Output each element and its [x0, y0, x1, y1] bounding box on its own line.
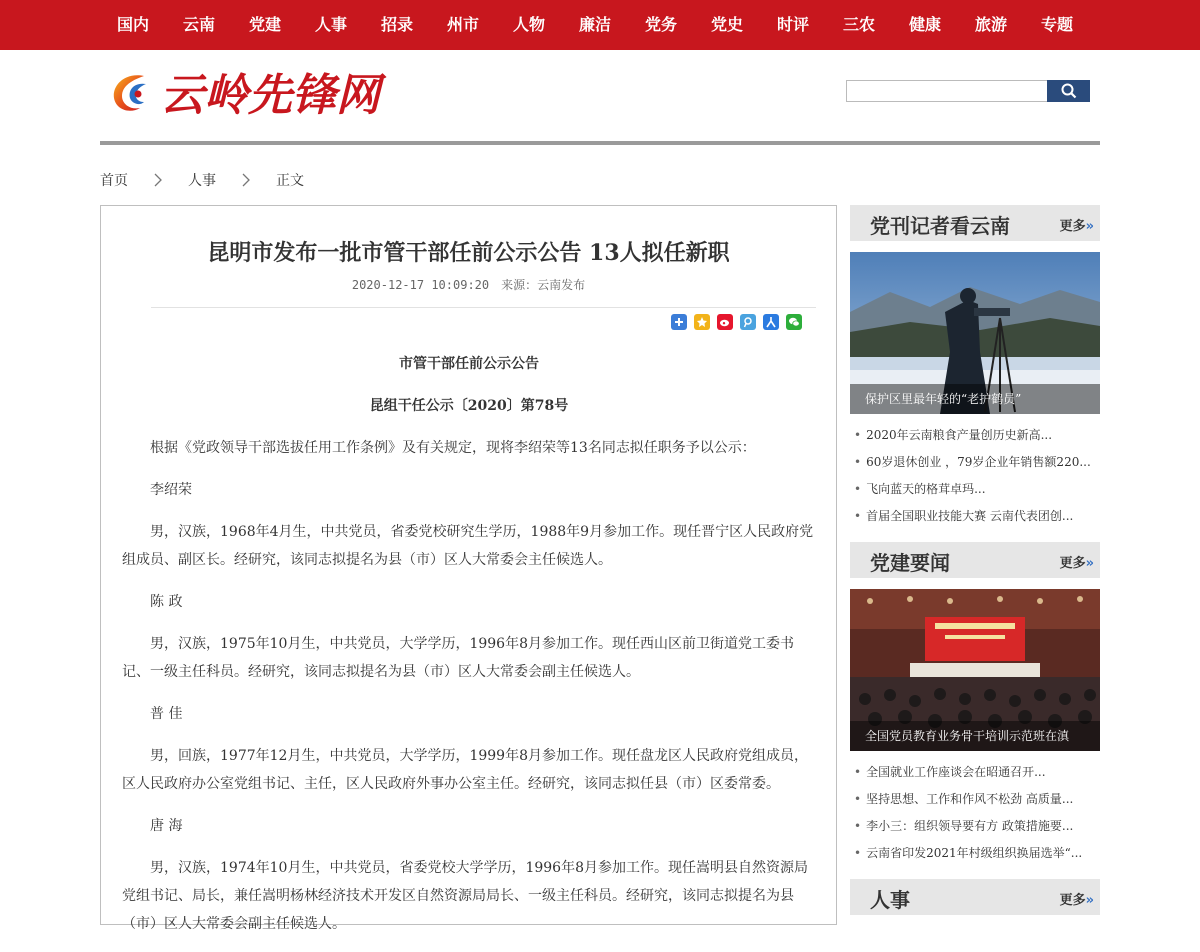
nav-item-yunnan[interactable]: 云南 — [182, 15, 215, 34]
article-intro: 根据《党政领导干部选拔任用工作条例》及有关规定，现将李绍荣等13名同志拟任职务予以公示： — [150, 440, 756, 456]
double-chevron-icon: » — [1085, 556, 1094, 571]
search-icon — [1061, 83, 1077, 99]
logo-swirl-icon — [110, 64, 380, 121]
list-item[interactable]: • 2020年云南粮食产量创历史新高... — [850, 422, 1100, 449]
logo-wordmark: 云岭先锋网 — [160, 70, 380, 121]
search-button[interactable] — [1047, 80, 1090, 102]
more-link[interactable]: 更多» — [1059, 893, 1094, 908]
list-item[interactable]: • 飞向蓝天的格茸卓玛... — [850, 476, 1100, 503]
person-name: 普 佳 — [150, 706, 183, 722]
article-datetime: 2020-12-17 10:09:20 — [351, 278, 490, 292]
person-description: 男，回族，1977年12月生，中共党员，大学学历，1999年8月参加工作。现任盘龙区人民政府党组成员，区人民政府办公室党组书记、主任，区人民政府外事办公室主任。经研究，该同志拟任县（市）区委常委。 — [122, 748, 808, 792]
article-heading: 市管干部任前公示公告 — [399, 356, 539, 372]
article-meta — [101, 276, 836, 293]
nav-item-jiankang[interactable]: 健康 — [908, 15, 941, 34]
nav-item-renshi[interactable]: 人事 — [314, 15, 347, 34]
section-header-party-news — [850, 542, 1100, 578]
person-description: 男，汉族，1974年10月生，中共党员，省委党校大学学历，1996年8月参加工作。现任嵩明县自然资源局党组书记、局长，兼任嵩明杨林经济技术开发区自然资源局局长、一级主任科员。经研究，该同志拟提名为县（市）区人大常委会副主任候选人。 — [122, 860, 808, 932]
share-bar — [671, 314, 802, 330]
header-divider — [100, 141, 1100, 145]
article-divider — [151, 307, 816, 308]
breadcrumb-current: 正文 — [276, 173, 304, 189]
nav-item-lvyou[interactable]: 旅游 — [974, 15, 1007, 34]
share-wechat-icon[interactable] — [786, 314, 802, 330]
chevron-right-icon — [216, 172, 276, 188]
search-input[interactable] — [846, 80, 1048, 102]
nav-item-renwu[interactable]: 人物 — [512, 15, 545, 34]
list-item[interactable]: • 60岁退休创业 ，79岁企业年销售额220... — [850, 449, 1100, 476]
more-link[interactable]: 更多» — [1059, 219, 1094, 234]
section-title: 人事 — [870, 888, 910, 912]
share-qzone-icon[interactable] — [694, 314, 710, 330]
list-item[interactable]: • 首届全国职业技能大赛 云南代表团创... — [850, 503, 1100, 530]
list-item[interactable]: • 全国就业工作座谈会在昭通召开... — [850, 759, 1100, 786]
image-caption[interactable]: 保护区里最年轻的“老护鹤员” — [850, 384, 1100, 414]
top-nav — [0, 0, 1200, 50]
section-feature-image[interactable] — [850, 589, 1100, 751]
nav-list — [100, 0, 1090, 50]
article-document-number: 昆组干任公示〔2020〕第78号 — [369, 398, 569, 414]
section-header-journalists — [850, 205, 1100, 241]
image-caption[interactable]: 全国党员教育业务骨干培训示范班在滇 — [850, 721, 1100, 751]
nav-item-zhoushi[interactable]: 州市 — [446, 15, 479, 34]
nav-item-zhaolu[interactable]: 招录 — [380, 15, 413, 34]
section-feature-image[interactable] — [850, 252, 1100, 414]
nav-item-dangshi[interactable]: 党史 — [710, 15, 743, 34]
double-chevron-icon: » — [1085, 219, 1094, 234]
person-description: 男，汉族，1968年4月生，中共党员，省委党校研究生学历，1988年9月参加工作。现任晋宁区人民政府党组成员、副区长。经研究，该同志拟提名为县（市）区人大常委会主任候选人。 — [122, 524, 814, 568]
share-weibo-icon[interactable] — [717, 314, 733, 330]
site-logo[interactable] — [110, 64, 380, 121]
news-list — [850, 414, 1100, 530]
person-description: 男，汉族，1975年10月生，中共党员，大学学历，1996年8月参加工作。现任西山区前卫街道党工委书记、一级主任科员。经研究，该同志拟提名为县（市）区人大常委会副主任候选人。 — [122, 636, 794, 680]
share-renren-icon[interactable] — [763, 314, 779, 330]
nav-item-lianjie[interactable]: 廉洁 — [578, 15, 611, 34]
article-source: 来源：云南发布 — [501, 278, 586, 292]
more-link[interactable]: 更多» — [1059, 556, 1094, 571]
news-list — [850, 751, 1100, 867]
list-item[interactable]: • 李小三：组织领导要有方 政策措施要... — [850, 813, 1100, 840]
section-title: 党刊记者看云南 — [870, 214, 1010, 238]
list-item[interactable]: • 云南省印发2021年村级组织换届选举“... — [850, 840, 1100, 867]
article-panel — [100, 205, 837, 932]
nav-item-zhuanti[interactable]: 专题 — [1040, 15, 1073, 34]
nav-item-dangjian[interactable]: 党建 — [248, 15, 281, 34]
share-more-icon[interactable] — [671, 314, 687, 330]
breadcrumb-home[interactable]: 首页 — [100, 173, 128, 189]
section-title: 党建要闻 — [870, 551, 950, 575]
person-name: 李绍荣 — [150, 482, 192, 498]
nav-item-sannong[interactable]: 三农 — [842, 15, 875, 34]
nav-item-guonei[interactable]: 国内 — [116, 15, 149, 34]
chevron-right-icon — [128, 172, 188, 188]
article-body — [122, 350, 816, 952]
nav-item-dangwu[interactable]: 党务 — [644, 15, 677, 34]
person-name: 唐 海 — [150, 818, 183, 834]
article-title: 昆明市发布一批市管干部任前公示公告 13人拟任新职 — [207, 240, 730, 266]
nav-item-shiping[interactable]: 时评 — [776, 15, 809, 34]
list-item[interactable]: • 坚持思想、工作和作风不松劲 高质量... — [850, 786, 1100, 813]
breadcrumb — [100, 166, 304, 194]
person-name: 陈 政 — [150, 594, 183, 610]
section-header-personnel — [850, 879, 1100, 915]
share-tencent-weibo-icon[interactable] — [740, 314, 756, 330]
breadcrumb-category[interactable]: 人事 — [188, 173, 216, 189]
double-chevron-icon: » — [1085, 893, 1094, 908]
sidebar — [850, 205, 1100, 915]
